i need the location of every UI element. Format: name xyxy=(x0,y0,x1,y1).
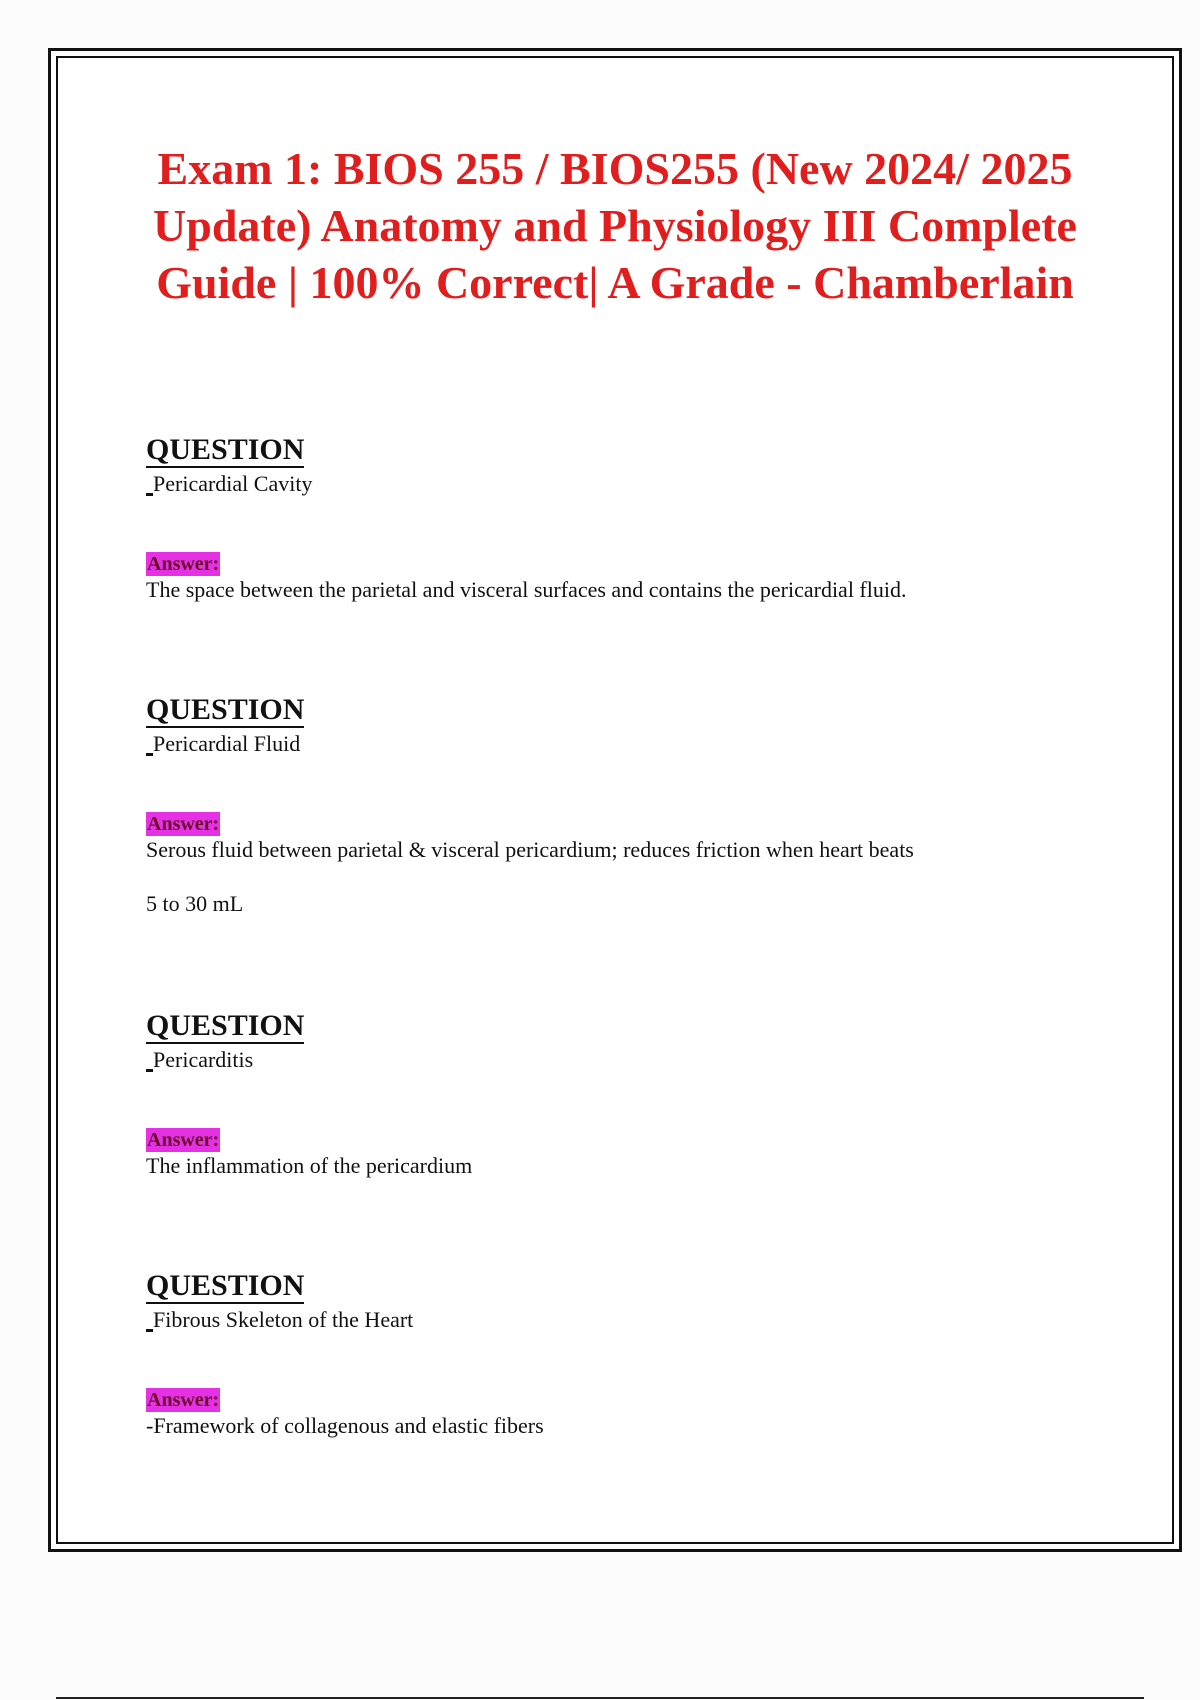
question-text xyxy=(146,730,1106,758)
answer-text: The space between the parietal and visceral surfaces and contains the pericardial fluid. xyxy=(146,577,907,602)
question-label: Fibrous Skeleton of the Heart xyxy=(153,1307,414,1332)
question-heading: QUESTION xyxy=(146,433,305,466)
answer-label: Answer: xyxy=(147,1129,220,1151)
bullet-marker xyxy=(146,493,153,496)
bullet-marker xyxy=(146,753,153,756)
answer-text: Serous fluid between parietal & visceral pericardium; reduces friction when heart beats xyxy=(146,837,914,862)
answer-text: -Framework of collagenous and elastic fibers xyxy=(146,1413,544,1438)
bullet-marker xyxy=(146,1329,153,1332)
question-text xyxy=(146,1306,1106,1334)
answer-label: Answer: xyxy=(147,1389,220,1411)
question-label: Pericarditis xyxy=(153,1047,254,1072)
question-label: Pericardial Cavity xyxy=(153,471,313,496)
qa-item xyxy=(146,434,1106,604)
question-heading: QUESTION xyxy=(146,693,305,726)
document-title: Exam 1: BIOS 255 / BIOS255 (New 2024/ 2025 Update) Anatomy and Physiology III Complete Guide | 100% Correct| A Grade - Chamberlain xyxy=(153,143,1077,308)
answer-label: Answer: xyxy=(147,813,220,835)
qa-item xyxy=(146,1270,1106,1440)
question-heading: QUESTION xyxy=(146,1269,305,1302)
question-text xyxy=(146,1046,1106,1074)
answer-label: Answer: xyxy=(147,553,220,575)
qa-item xyxy=(146,1010,1106,1180)
answer-extra-text: 5 to 30 mL xyxy=(146,891,244,916)
question-label: Pericardial Fluid xyxy=(153,731,301,756)
footer-divider xyxy=(56,1697,1144,1699)
qa-item xyxy=(146,694,1106,918)
question-text xyxy=(146,470,1106,498)
bullet-marker xyxy=(146,1069,153,1072)
answer-text: The inflammation of the pericardium xyxy=(146,1153,473,1178)
question-heading: QUESTION xyxy=(146,1009,305,1042)
